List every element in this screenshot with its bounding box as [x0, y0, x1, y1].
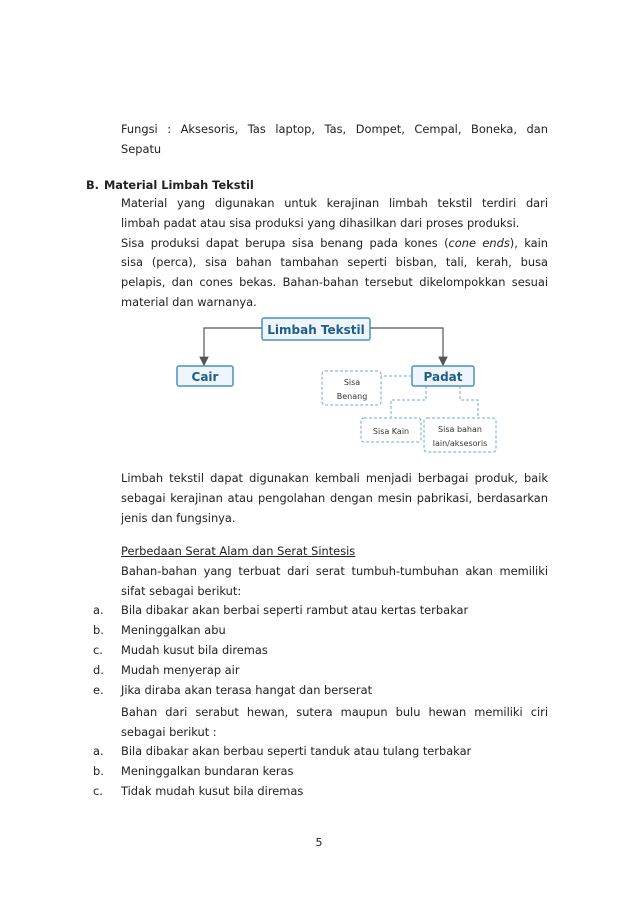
list-text: Mudah kusut bila diremas [121, 643, 268, 657]
section-b-line-4: sisa (perca), sisa bahan tambahan seperti bisban, tali, kerah, busa [121, 255, 548, 270]
list-item [93, 641, 268, 661]
list-item [93, 762, 293, 782]
hewan-block [121, 703, 548, 743]
node-sisa-bahan-label-2: lain/aksesoris [432, 439, 488, 448]
list-marker: b. [93, 764, 104, 778]
list-marker: a. [93, 603, 104, 617]
section-b-line-3b: ), kain [509, 235, 548, 250]
list-text: Bila dibakar akan berbai seperti rambut atau kertas terbakar [121, 603, 469, 617]
node-cair-label: Cair [191, 370, 219, 384]
hewan-intro-2: sebagai berikut : [121, 724, 217, 739]
section-b-label: B. [86, 178, 100, 192]
node-sisa-benang-label-1: Sisa [343, 378, 361, 387]
list-marker: a. [93, 744, 104, 758]
section-b-line-6: material dan warnanya. [121, 294, 257, 309]
fungsi-line-1: Fungsi : Aksesoris, Tas laptop, Tas, Dompet, Cempal, Boneka, dan [121, 122, 548, 136]
list-marker: b. [93, 623, 104, 637]
list-item [93, 742, 471, 762]
list-item [93, 621, 226, 641]
dashed-padat-sisa-kain [391, 386, 426, 417]
node-sisa-kain-label: Sisa Kain [372, 427, 410, 436]
reuse-line-1: Limbah tekstil dapat digunakan kembali menjadi berbagai produk, baik [121, 471, 548, 485]
section-b-line-3a: Sisa produksi dapat berupa sisa benang pada kones ( [121, 235, 449, 250]
reuse-line-3: jenis dan fungsinya. [121, 510, 236, 525]
node-limbah-tekstil-label: Limbah Tekstil [267, 323, 365, 337]
list-item [93, 661, 240, 681]
list-text: Meninggalkan abu [121, 623, 226, 637]
cone-ends-term: cone ends [448, 235, 510, 250]
list-text: Jika diraba akan terasa hangat dan berserat [121, 683, 373, 697]
node-padat-label: Padat [423, 370, 463, 384]
fungsi-line-2: Sepatu [121, 141, 162, 156]
perbedaan-title: Perbedaan Serat Alam dan Serat Sintesis [121, 544, 356, 558]
section-b-line-2: limbah padat atau sisa produksi yang dihasilkan dari proses produksi. [121, 215, 520, 230]
reuse-line-2: sebagai kerajinan atau pengolahan dengan mesin pabrikasi, berdasarkan [121, 490, 548, 505]
list-marker: c. [93, 643, 103, 657]
list-marker: d. [93, 663, 104, 677]
page-number: 5 [315, 836, 323, 849]
connector-root-padat [370, 328, 443, 365]
list-text: Mudah menyerap air [121, 663, 240, 677]
node-sisa-bahan-label-1: Sisa bahan [438, 425, 482, 434]
node-sisa-benang-label-2: Benang [336, 392, 368, 401]
list-text: Meninggalkan bundaran keras [121, 764, 294, 778]
list-text: Bila dibakar akan berbau seperti tanduk atau tulang terbakar [121, 744, 472, 758]
hewan-intro-1: Bahan dari serabut hewan, sutera maupun bulu hewan memiliki ciri [121, 705, 548, 719]
section-b-line-5: pelapis, dan cones bekas. Bahan-bahan tersebut dikelompokkan sesuai [121, 275, 548, 290]
perbedaan-intro-1: Bahan-bahan yang terbuat dari serat tumbuh-tumbuhan akan memiliki [121, 563, 548, 578]
connector-root-cair [204, 328, 262, 365]
reuse-paragraph [121, 469, 548, 528]
section-b-title: Material Limbah Tekstil [103, 178, 254, 192]
list-item [93, 601, 468, 621]
list-marker: e. [93, 683, 104, 697]
list-marker: c. [93, 784, 103, 798]
list-text: Tidak mudah kusut bila diremas [121, 784, 304, 798]
dashed-padat-sisa-bahan [460, 386, 478, 417]
list-item [93, 681, 372, 701]
list-item [93, 782, 303, 802]
perbedaan-intro-2: sifat sebagai berikut: [121, 583, 242, 598]
section-b-line-1: Material yang digunakan untuk kerajinan limbah tekstil terdiri dari [121, 196, 548, 210]
perbedaan-block [121, 542, 548, 601]
